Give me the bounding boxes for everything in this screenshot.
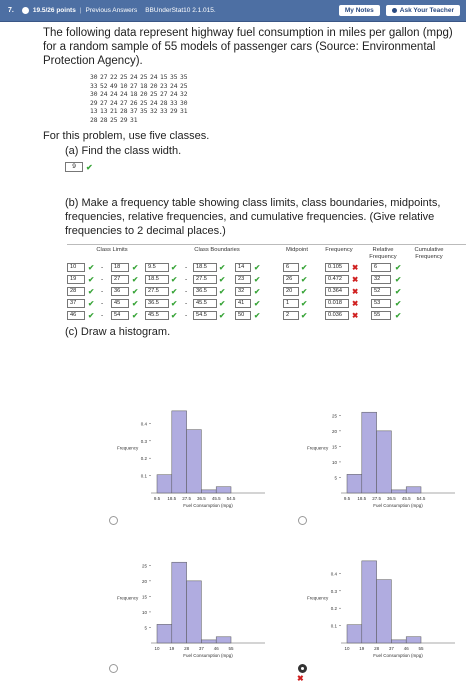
data-value: 25 [180,82,188,90]
check-icon: ✔ [395,299,402,308]
frequency-input[interactable]: 26 [283,275,299,284]
x-tick-label: 55 [228,646,234,651]
y-tick-label: 0.4 [330,571,337,577]
check-icon: ✔ [132,311,139,320]
histogram-bar [377,431,392,493]
x-tick-label: 36.5 [387,496,396,501]
x-tick-label: 36.5 [197,496,206,501]
histogram-bar [362,412,377,493]
boundary-upper-input[interactable]: 18.5 [193,263,217,272]
class-upper-limit-input[interactable]: 54 [111,311,129,320]
x-tick-label: 9.5 [343,496,351,501]
check-icon: ✔ [88,299,95,308]
radio-option-c[interactable] [109,664,118,673]
histogram-bar [172,562,187,643]
status-icon [22,7,29,14]
data-value: 25 [110,116,118,124]
wrong-x-icon: ✖ [297,674,304,683]
class-width-input[interactable]: 9 [65,162,83,172]
frequency-input[interactable]: 2 [283,311,299,320]
data-value: 27 [120,99,128,107]
x-tick-label: 10 [344,646,350,651]
data-value: 13 [90,108,98,115]
check-icon: ✔ [171,287,178,296]
question-header: 7. 19.5/26 points | Previous Answers BBUnderStat10 2.1.015. My Notes Ask Your Teacher [0,0,466,22]
histogram-bar [406,487,421,493]
class-lower-limit-input[interactable]: 46 [67,311,85,320]
midpoint-input[interactable]: 23 [235,275,251,284]
data-value: 27 [100,74,108,81]
histogram-option-d[interactable] [303,548,463,666]
histogram-option-b[interactable] [303,398,463,516]
data-value: 30 [90,74,98,81]
data-value: 33 [160,108,168,115]
data-value: 18 [140,82,148,90]
data-value: 24 [110,99,118,107]
check-icon: ✔ [132,299,139,308]
y-tick-label: 0.1 [330,623,337,629]
dash: - [185,300,188,307]
radio-option-b[interactable] [298,516,307,525]
histogram-bar [172,411,187,493]
check-icon: ✔ [219,287,226,296]
dash: - [101,312,104,319]
x-axis-label: Fuel Consumption (mpg) [373,653,423,658]
header-cumulative-frequency: Cumulative Frequency [414,247,444,260]
y-tick-label: 5 [334,475,337,481]
x-tick-label: 45.5 [211,496,221,501]
y-tick-label: 25 [331,413,337,419]
data-value: 25 [140,99,148,107]
check-icon: ✔ [395,275,402,284]
part-c-label: (c) Draw a histogram. [65,326,171,338]
header-midpoint: Midpoint [286,247,308,253]
part-a-label: (a) Find the class width. [65,145,182,157]
ask-teacher-button[interactable]: Ask Your Teacher [386,5,460,16]
data-value: 28 [100,116,108,124]
data-value: 26 [130,99,138,107]
data-value: 24 [150,74,158,81]
data-value: 24 [150,99,158,107]
check-icon: ✔ [395,263,402,272]
histogram-bar [216,487,231,493]
radio-option-d[interactable] [298,664,307,673]
data-value: 33 [170,99,178,107]
part-b-label: (b) Make a frequency table showing class limits, class boundaries, midpoints, frequencies, relative frequencies, and cumulative frequencies. (Give relative frequencies to 2 decimal places.) [65,197,441,237]
x-axis-label: Fuel Consumption (mpg) [373,503,423,508]
histogram-bar [216,637,231,643]
y-tick-label: 0.2 [330,606,337,612]
x-tick-label: 28 [184,646,190,651]
boundary-lower-input[interactable]: 36.5 [145,299,169,308]
histogram-bar [406,637,421,643]
histogram-bar [391,490,406,493]
y-tick-label: 0.4 [140,421,147,427]
check-icon: ✔ [395,287,402,296]
data-value: 25 [150,91,158,98]
boundary-lower-input[interactable]: 18.5 [145,275,169,284]
check-icon: ✔ [219,263,226,272]
data-value: 24 [110,91,118,98]
boundary-lower-input[interactable]: 27.5 [145,287,169,296]
x-tick-label: 10 [154,646,160,651]
y-tick-label: 15 [331,444,337,450]
cumulative-frequency-input[interactable]: 32 [371,275,391,284]
data-value: 15 [160,74,168,81]
x-tick-label: 9.5 [153,496,161,501]
check-icon: ✔ [301,311,308,320]
histogram-option-a[interactable] [113,398,273,516]
relative-frequency-input[interactable]: 0.036 [325,311,349,320]
data-value: 28 [120,108,128,115]
data-value: 30 [90,91,98,98]
data-value: 24 [100,91,108,98]
check-icon: ✔ [132,263,139,272]
dash: - [101,288,104,295]
x-tick-label: 27.5 [372,496,381,501]
y-tick-label: 0.1 [140,473,147,479]
y-axis-label: Frequency [307,595,329,601]
histogram-bar [391,640,406,643]
y-tick-label: 0.3 [140,438,147,444]
data-value: 33 [90,82,98,90]
check-icon: ✔ [301,299,308,308]
check-icon: ✔ [171,311,178,320]
dash: - [101,276,104,283]
header-class-boundaries: Class Boundaries [194,247,240,253]
data-row [90,108,458,117]
class-upper-limit-input[interactable]: 45 [111,299,129,308]
boundary-lower-input[interactable]: 9.5 [145,263,169,272]
data-value: 23 [160,82,168,90]
class-upper-limit-input[interactable]: 18 [111,263,129,272]
x-tick-label: 54.5 [226,496,236,501]
class-upper-limit-input[interactable]: 27 [111,275,129,284]
x-tick-label: 46 [213,646,219,651]
midpoint-input[interactable]: 14 [235,263,251,272]
check-icon: ✔ [171,263,178,272]
class-lower-limit-input[interactable]: 10 [67,263,85,272]
histogram-bar [187,430,202,493]
check-icon: ✔ [219,275,226,284]
x-axis-label: Fuel Consumption (mpg) [183,653,233,658]
y-tick-label: 5 [144,625,147,631]
frequency-input[interactable]: 1 [283,299,299,308]
x-tick-label: 27.5 [182,496,191,501]
data-value: 28 [90,116,98,124]
check-icon: ✔ [132,275,139,284]
check-icon: ✔ [88,287,95,296]
y-tick-label: 20 [141,578,147,584]
boundary-upper-input[interactable]: 36.5 [193,287,217,296]
data-value: 29 [120,116,128,124]
histogram-bar [377,580,392,643]
midpoint-input[interactable]: 50 [235,311,251,320]
data-value: 18 [130,91,138,98]
data-value: 24 [170,82,178,90]
check-icon: ✔ [254,275,261,284]
header-relative-frequency: Relative Frequency [369,247,397,260]
check-icon: ✔ [88,263,95,272]
data-value: 29 [90,99,98,107]
x-tick-label: 46 [403,646,409,651]
midpoint-input[interactable]: 41 [235,299,251,308]
data-value: 32 [180,91,188,98]
class-upper-limit-input[interactable]: 36 [111,287,129,296]
x-icon: ✖ [352,311,359,320]
dash: - [101,300,104,307]
histogram-bar [362,561,377,643]
data-value: 37 [130,108,138,115]
data-value: 31 [180,108,188,115]
cumulative-frequency-input[interactable]: 55 [371,311,391,320]
midpoint-input[interactable]: 32 [235,287,251,296]
x-axis-label: Fuel Consumption (mpg) [183,503,233,508]
y-tick-label: 0.3 [330,588,337,594]
previous-answers-link[interactable]: Previous Answers [85,7,138,14]
data-value: 24 [170,91,178,98]
dash: - [185,276,188,283]
data-row [90,100,458,109]
data-value: 29 [170,108,178,115]
y-axis-label: Frequency [117,445,139,451]
boundary-upper-input[interactable]: 27.5 [193,275,217,284]
data-value: 27 [100,99,108,107]
histogram-bar [157,475,172,493]
data-value: 28 [160,99,168,107]
my-notes-button[interactable]: My Notes [339,5,380,16]
check-icon: ✔ [88,275,95,284]
data-value: 24 [130,74,138,81]
x-tick-label: 54.5 [416,496,426,501]
instruction-text: For this problem, use five classes. [43,130,210,142]
histogram-bar [347,625,362,643]
dash: - [185,288,188,295]
histogram-bar [187,581,202,643]
relative-frequency-input[interactable]: 0.105 [325,263,349,272]
check-icon: ✔ [171,299,178,308]
histogram-bar [201,640,216,643]
check-icon: ✔ [88,311,95,320]
boundary-upper-input[interactable]: 45.5 [193,299,217,308]
x-icon: ✖ [352,299,359,308]
check-icon: ✔ [254,287,261,296]
check-icon: ✔ [219,299,226,308]
data-value: 20 [140,91,148,98]
data-value: 10 [120,82,128,90]
frequency-input[interactable]: 6 [283,263,299,272]
x-icon: ✖ [352,275,359,284]
data-value: 13 [100,108,108,115]
relative-frequency-input[interactable]: 0.364 [325,287,349,296]
data-value: 30 [180,99,188,107]
data-value: 24 [120,91,128,98]
x-tick-label: 55 [418,646,424,651]
check-icon: ✔ [254,311,261,320]
data-value: 35 [170,74,178,81]
y-axis-label: Frequency [117,595,139,601]
x-tick-label: 19 [359,646,365,651]
data-value: 22 [110,74,118,81]
check-icon: ✔ [301,287,308,296]
data-value: 27 [130,82,138,90]
header-class-limits: Class Limits [96,247,128,253]
frequency-input[interactable]: 20 [283,287,299,296]
data-value: 52 [100,82,108,90]
histogram-bar [157,624,172,643]
relative-frequency-input[interactable]: 0.018 [325,299,349,308]
problem-intro: The following data represent highway fuel consumption in miles per gallon (mpg) for a random sample of 55 models of passenger cars (Source: Environmental Protection Agency). [43,27,453,67]
data-row [90,83,458,92]
dash: - [101,264,104,271]
points-label: 19.5/26 points [32,7,76,14]
x-tick-label: 28 [374,646,380,651]
y-tick-label: 20 [331,428,337,434]
relative-frequency-input[interactable]: 0.472 [325,275,349,284]
data-row [90,91,458,100]
check-icon: ✔ [395,311,402,320]
x-tick-label: 18.5 [357,496,367,501]
histogram-bar [201,490,216,493]
histogram-option-c[interactable] [113,548,273,666]
data-value: 32 [150,108,158,115]
check-icon: ✔ [219,311,226,320]
data-row [90,117,458,126]
data-value: 35 [180,74,188,81]
header-frequency: Frequency [325,247,353,253]
class-lower-limit-input[interactable]: 28 [67,287,85,296]
x-tick-label: 18.5 [167,496,177,501]
check-icon: ✔ [132,287,139,296]
check-icon: ✔ [86,162,93,172]
x-tick-label: 19 [169,646,175,651]
boundary-upper-input[interactable]: 54.5 [193,311,217,320]
y-tick-label: 10 [331,459,337,465]
x-icon: ✖ [352,287,359,296]
data-table [90,74,458,125]
radio-option-a[interactable] [109,516,118,525]
class-lower-limit-input[interactable]: 19 [67,275,85,284]
data-value: 27 [160,91,168,98]
question-number: 7. [8,7,14,14]
y-tick-label: 15 [141,594,147,600]
cumulative-frequency-input[interactable]: 52 [371,287,391,296]
x-tick-label: 45.5 [401,496,411,501]
check-icon: ✔ [301,275,308,284]
data-value: 25 [120,74,128,81]
check-icon: ✔ [171,275,178,284]
y-axis-label: Frequency [307,445,329,451]
problem-content [43,26,458,344]
check-icon: ✔ [301,263,308,272]
y-tick-label: 0.2 [140,456,147,462]
assignment-id: BBUnderStat10 2.1.015. [145,7,216,14]
cumulative-frequency-input[interactable]: 6 [371,263,391,272]
x-icon: ✖ [352,263,359,272]
dash: - [185,264,188,271]
boundary-lower-input[interactable]: 45.5 [145,311,169,320]
check-icon: ✔ [254,263,261,272]
data-value: 35 [140,108,148,115]
data-value: 49 [110,82,118,90]
check-icon: ✔ [254,299,261,308]
data-value: 31 [130,116,138,124]
class-lower-limit-input[interactable]: 37 [67,299,85,308]
dash: - [185,312,188,319]
cumulative-frequency-input[interactable]: 53 [371,299,391,308]
x-tick-label: 37 [198,646,204,651]
y-tick-label: 25 [141,563,147,569]
histogram-bar [347,474,362,493]
data-row [90,74,458,83]
y-tick-label: 10 [141,609,147,615]
data-value: 21 [110,108,118,115]
x-tick-label: 37 [388,646,394,651]
data-value: 25 [140,74,148,81]
data-value: 20 [150,82,158,90]
